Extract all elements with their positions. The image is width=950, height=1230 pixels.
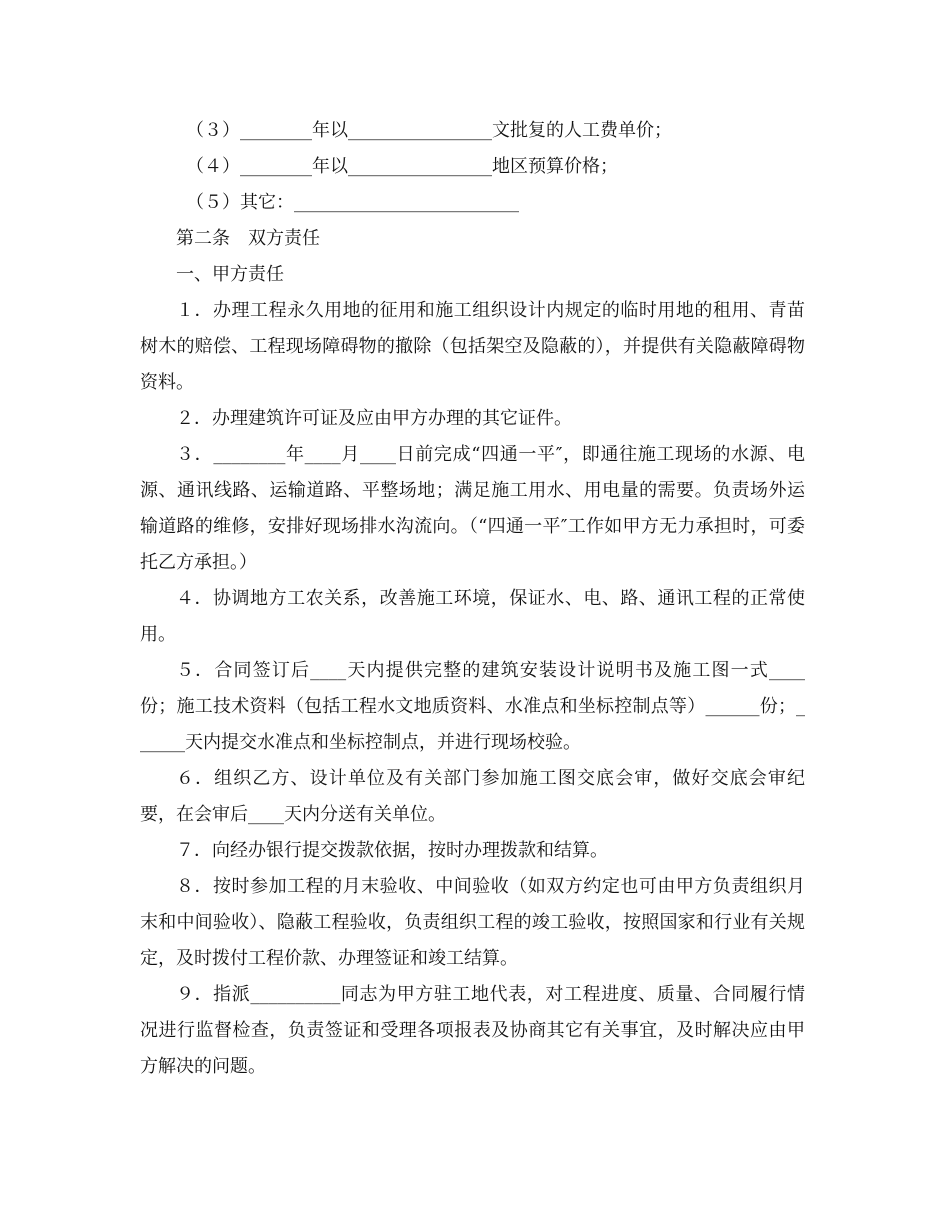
clause-item-4: （４）________年以________________地区预算价格； — [186, 156, 618, 177]
duty-paragraph-9: ９．指派__________同志为甲方驻工地代表，对工程进度、质量、合同履行情况进行监督检查，负责签证和受理各项报表及协商其它有关事宜，及时解决应由甲方解决的问题。 — [140, 984, 805, 1077]
duty-paragraph-4: ４．协调地方工农关系，改善施工环境，保证水、电、路、通讯工程的正常使用。 — [140, 588, 805, 645]
duty-paragraph-2: ２．办理建筑许可证及应由甲方办理的其它证件。 — [176, 408, 572, 429]
duty-paragraph-7: ７．向经办银行提交拨款依据，按时办理拨款和结算。 — [176, 840, 608, 861]
duty-paragraph-8: ８．按时参加工程的月末验收、中间验收（如双方约定也可由甲方负责组织月末和中间验收）、隐蔽工程验收，负责组织工程的竣工验收，按照国家和行业有关规定，及时拨付工程价款、办理签证和竣工结算。 — [140, 876, 805, 969]
clause-item-3: （３）________年以________________文批复的人工费单价； — [186, 120, 672, 141]
document-body — [140, 113, 805, 1085]
duty-paragraph-3: ３．________年____月____日前完成“四通一平″，即通往施工现场的水源、电源、通讯线路、运输道路、平整场地；满足施工用水、用电量的需要。负责场外运输道路的维修，安排好现场排水沟流向。（“四通一平″工作如甲方无力承担时，可委托乙方承担。） — [140, 444, 805, 573]
duty-paragraph-5: ５．合同签订后____天内提供完整的建筑安装设计说明书及施工图一式____份；施工技术资料（包括工程水文地质资料、水准点和坐标控制点等）______份；______天内提交水准点和坐标控制点，并进行现场校验。 — [140, 660, 805, 753]
clause-item-5: （５）其它：_________________________ — [186, 192, 519, 213]
section-heading: 一、甲方责任 — [176, 264, 284, 285]
article-heading: 第二条 双方责任 — [176, 228, 320, 249]
duty-paragraph-1: １．办理工程永久用地的征用和施工组织设计内规定的临时用地的租用、青苗树木的赔偿、工程现场障碍物的撤除（包括架空及隐蔽的），并提供有关隐蔽障碍物资料。 — [140, 300, 805, 393]
duty-paragraph-6: ６．组织乙方、设计单位及有关部门参加施工图交底会审，做好交底会审纪要，在会审后____天内分送有关单位。 — [140, 768, 805, 825]
